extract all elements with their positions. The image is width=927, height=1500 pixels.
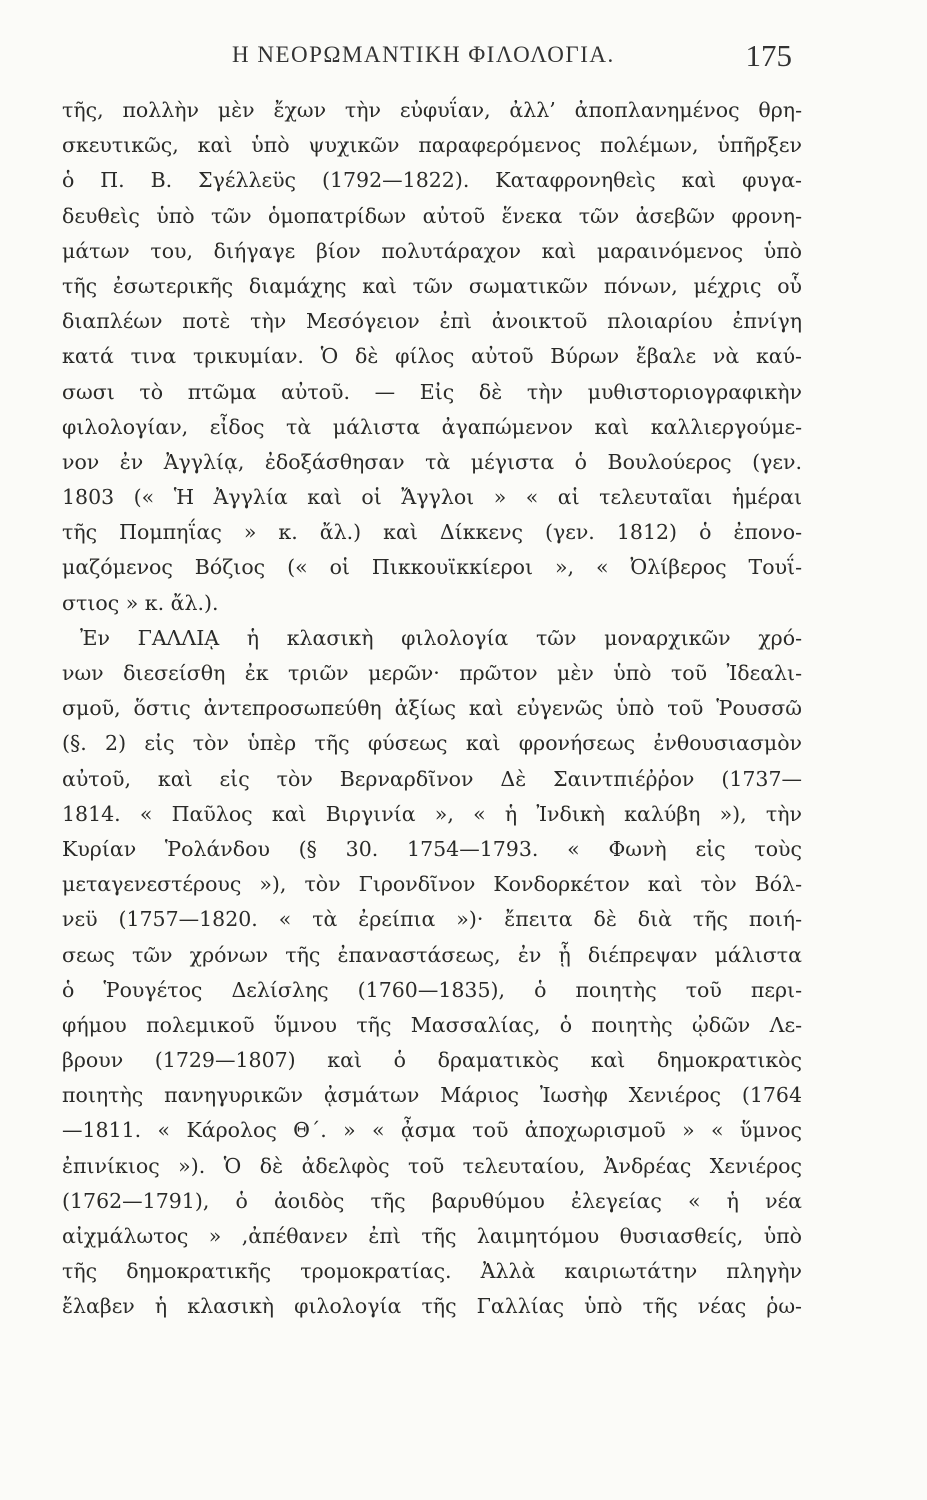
- page-header: [66, 38, 792, 82]
- running-title: Η ΝΕΟΡΩΜΑΝΤΙΚΗ ΦΙΛΟΛΟΓΙΑ.: [232, 42, 615, 67]
- text-line: —1811. « Κάρολος Θ΄. » « ᾆσμα τοῦ ἀποχωρισμοῦ » « ὕμνος: [62, 1118, 802, 1143]
- text-line: μάτων του, διήγαγε βίον πολυτάραχον καὶ μαραινόμενος ὑπὸ: [62, 238, 802, 263]
- text-line: νων διεσείσθη ἐκ τριῶν μερῶν· πρῶτον μὲν ὑπὸ τοῦ Ἰδεαλι-: [62, 661, 802, 685]
- text-line: σωσι τὸ πτῶμα αὐτοῦ. — Εἰς δὲ τὴν μυθιστοριογραφικὴν: [62, 379, 802, 404]
- text-line: στιος » κ. ἄλ.).: [62, 590, 219, 615]
- text-line: τῆς ἐσωτερικῆς διαμάχης καὶ τῶν σωματικῶν πόνων, μέχρις οὗ: [62, 273, 802, 298]
- text-line: βρουν (1729—1807) καὶ ὁ δραματικὸς καὶ δημοκρατικὸς: [62, 1048, 802, 1073]
- text-line: αὐτοῦ, καὶ εἰς τὸν Βερναρδῖνον Δὲ Σαιντπιέῤῥον (1737—: [62, 766, 802, 791]
- text-line: σμοῦ, ὅστις ἀντεπροσωπεύθη ἀξίως καὶ εὐγενῶς ὑπὸ τοῦ Ῥουσσῶ: [62, 696, 802, 721]
- text-line: 1803 (« Ἡ Ἀγγλία καὶ οἱ Ἄγγλοι » « αἱ τελευταῖαι ἡμέραι: [62, 485, 802, 510]
- text-line: ἐπινίκιος »). Ὁ δὲ ἀδελφὸς τοῦ τελευταίου, Ἀνδρέας Χενιέρος: [62, 1153, 802, 1178]
- text-line: τῆς δημοκρατικῆς τρομοκρατίας. Ἀλλὰ καιριωτάτην πληγὴν: [62, 1259, 802, 1284]
- text-line: νεϋ (1757—1820. « τὰ ἐρείπια »)· ἔπειτα δὲ διὰ τῆς ποιή-: [62, 907, 802, 932]
- text-line: ὁ Π. Β. Σγέλλεϋς (1792—1822). Καταφρονηθεὶς καὶ φυγα-: [62, 168, 802, 193]
- text-line: τῆς, πολλὴν μὲν ἔχων τὴν εὐφυΐαν, ἀλλ’ ἀποπλανημένος θρη-: [62, 98, 802, 122]
- text-line: ὁ Ῥουγέτος Δελίσλης (1760—1835), ὁ ποιητὴς τοῦ περι-: [62, 977, 802, 1002]
- text-line: 1814. « Παῦλος καὶ Βιργινία », « ἡ Ἰνδικὴ καλύβη »), τὴν: [62, 801, 802, 826]
- text-line: τῆς Πομπηΐας » κ. ἄλ.) καὶ Δίκκενς (γεν. 1812) ὁ ἐπονο-: [62, 520, 802, 545]
- page-number: 175: [745, 38, 792, 73]
- text-line: (§. 2) εἰς τὸν ὑπὲρ τῆς φύσεως καὶ φρονήσεως ἐνθουσιασμὸν: [62, 731, 802, 756]
- text-line: σκευτικῶς, καὶ ὑπὸ ψυχικῶν παραφερόμενος πολέμων, ὑπῆρξεν: [62, 133, 802, 158]
- text-line: δευθεὶς ὑπὸ τῶν ὁμοπατρίδων αὐτοῦ ἕνεκα τῶν ἀσεβῶν φρονη-: [62, 203, 802, 228]
- text-line: κατά τινα τρικυμίαν. Ὁ δὲ φίλος αὐτοῦ Βύρων ἔβαλε νὰ καύ-: [62, 344, 802, 369]
- text-line: Κυρίαν Ῥολάνδου (§ 30. 1754—1793. « Φωνὴ εἰς τοὺς: [62, 836, 802, 861]
- text-line: (1762—1791), ὁ ἀοιδὸς τῆς βαρυθύμου ἐλεγείας « ἡ νέα: [62, 1188, 802, 1213]
- body-text: [62, 93, 802, 1325]
- text-line: ποιητὴς πανηγυρικῶν ᾀσμάτων Μάριος Ἰωσὴφ Χενιέρος (1764: [62, 1083, 802, 1108]
- text-line: διαπλέων ποτὲ τὴν Μεσόγειον ἐπὶ ἀνοικτοῦ πλοιαρίου ἐπνίγη: [62, 309, 802, 334]
- text-line: φιλολογίαν, εἶδος τὰ μάλιστα ἀγαπώμενον καὶ καλλιεργούμε-: [62, 414, 802, 439]
- text-line: ἔλαβεν ἡ κλασικὴ φιλολογία τῆς Γαλλίας ὑπὸ τῆς νέας ῥω-: [62, 1294, 802, 1319]
- text-line: αἰχμάλωτος » ,ἀπέθανεν ἐπὶ τῆς λαιμητόμου θυσιασθείς, ὑπὸ: [62, 1224, 802, 1248]
- text-line: φήμου πολεμικοῦ ὕμνου τῆς Μασσαλίας, ὁ ποιητὴς ᾠδῶν Λε-: [62, 1012, 802, 1037]
- text-line: μαζόμενος Βόζιος (« οἱ Πικκουϊκκίεροι », « Ὀλίβερος Τουΐ-: [62, 555, 802, 580]
- text-line: νον ἐν Ἀγγλίᾳ, ἐδοξάσθησαν τὰ μέγιστα ὁ Βουλούερος (γεν.: [62, 449, 802, 474]
- text-line: Ἐν ΓΑΛΛΙᾼ ἡ κλασικὴ φιλολογία τῶν μοναρχικῶν χρό-: [80, 625, 802, 650]
- text-line: σεως τῶν χρόνων τῆς ἐπαναστάσεως, ἐν ᾗ διέπρεψαν μάλιστα: [62, 942, 802, 967]
- text-line: μεταγενεστέρους »), τὸν Γιρονδῖνον Κονδορκέτον καὶ τὸν Βόλ-: [62, 872, 802, 897]
